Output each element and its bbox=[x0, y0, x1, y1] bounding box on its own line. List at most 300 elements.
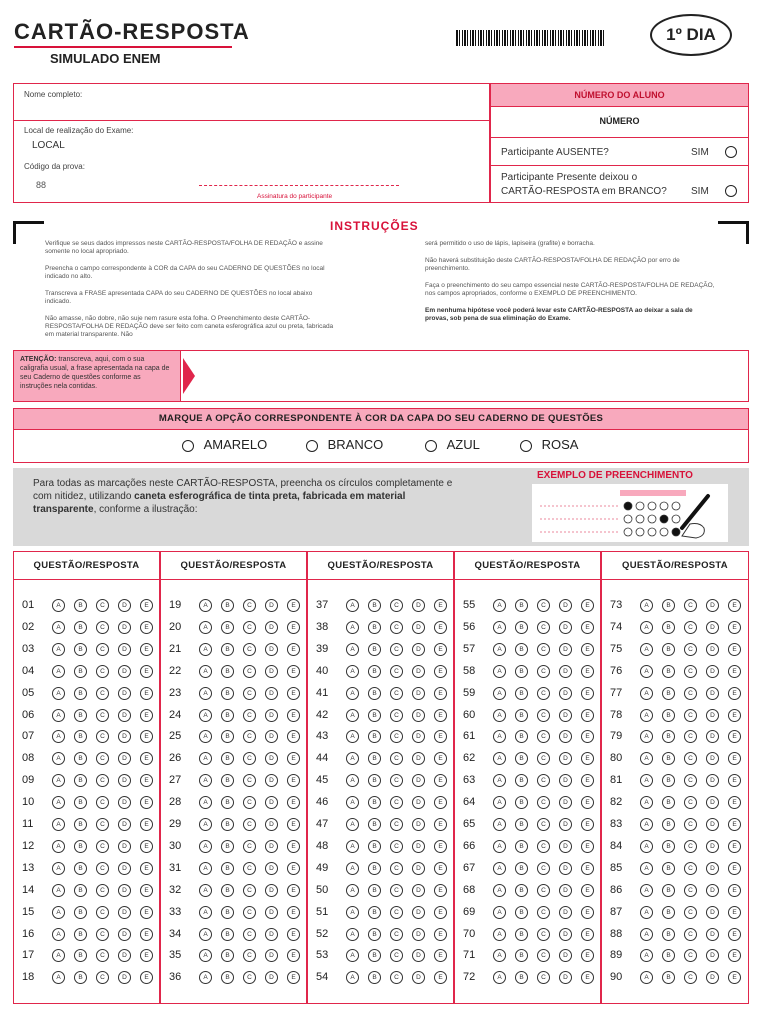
answer-bubble[interactable]: A bbox=[52, 599, 65, 612]
answer-bubble[interactable]: E bbox=[581, 709, 594, 722]
answer-bubble[interactable]: D bbox=[118, 643, 131, 656]
answer-bubble[interactable]: D bbox=[559, 906, 572, 919]
answer-bubble[interactable]: A bbox=[199, 730, 212, 743]
answer-bubble[interactable]: A bbox=[640, 687, 653, 700]
answer-bubble[interactable]: B bbox=[368, 796, 381, 809]
answer-bubble[interactable]: A bbox=[52, 796, 65, 809]
answer-bubble[interactable]: A bbox=[346, 730, 359, 743]
answer-bubble[interactable]: D bbox=[265, 949, 278, 962]
answer-bubble[interactable]: A bbox=[640, 599, 653, 612]
answer-bubble[interactable]: A bbox=[52, 752, 65, 765]
answer-bubble[interactable]: B bbox=[221, 774, 234, 787]
answer-bubble[interactable]: A bbox=[493, 928, 506, 941]
answer-bubble[interactable]: D bbox=[559, 621, 572, 634]
answer-bubble[interactable]: E bbox=[140, 752, 153, 765]
answer-bubble[interactable]: D bbox=[706, 752, 719, 765]
answer-bubble[interactable]: B bbox=[515, 971, 528, 984]
answer-bubble[interactable]: C bbox=[243, 906, 256, 919]
answer-bubble[interactable]: C bbox=[243, 884, 256, 897]
answer-bubble[interactable]: E bbox=[581, 730, 594, 743]
answer-bubble[interactable]: C bbox=[684, 730, 697, 743]
answer-bubble[interactable]: B bbox=[368, 643, 381, 656]
answer-bubble[interactable]: B bbox=[515, 796, 528, 809]
answer-bubble[interactable]: A bbox=[52, 884, 65, 897]
answer-bubble[interactable]: A bbox=[640, 621, 653, 634]
answer-bubble[interactable]: E bbox=[581, 884, 594, 897]
answer-bubble[interactable]: D bbox=[412, 621, 425, 634]
answer-bubble[interactable]: E bbox=[434, 818, 447, 831]
answer-bubble[interactable]: A bbox=[346, 709, 359, 722]
answer-bubble[interactable]: E bbox=[434, 928, 447, 941]
answer-bubble[interactable]: A bbox=[640, 774, 653, 787]
answer-bubble[interactable]: D bbox=[265, 752, 278, 765]
answer-bubble[interactable]: C bbox=[390, 840, 403, 853]
answer-bubble[interactable]: C bbox=[390, 796, 403, 809]
answer-bubble[interactable]: E bbox=[581, 971, 594, 984]
absent-radio[interactable] bbox=[725, 146, 737, 158]
blank-radio[interactable] bbox=[725, 185, 737, 197]
answer-bubble[interactable]: E bbox=[140, 840, 153, 853]
answer-bubble[interactable]: C bbox=[96, 730, 109, 743]
answer-bubble[interactable]: D bbox=[412, 971, 425, 984]
answer-bubble[interactable]: B bbox=[221, 818, 234, 831]
answer-bubble[interactable]: D bbox=[265, 730, 278, 743]
answer-bubble[interactable]: D bbox=[412, 949, 425, 962]
answer-bubble[interactable]: C bbox=[243, 862, 256, 875]
answer-bubble[interactable]: E bbox=[140, 687, 153, 700]
answer-bubble[interactable]: B bbox=[74, 774, 87, 787]
answer-bubble[interactable]: E bbox=[581, 752, 594, 765]
answer-bubble[interactable]: D bbox=[118, 818, 131, 831]
answer-bubble[interactable]: E bbox=[287, 665, 300, 678]
answer-bubble[interactable]: B bbox=[368, 928, 381, 941]
answer-bubble[interactable]: B bbox=[221, 840, 234, 853]
answer-bubble[interactable]: D bbox=[118, 599, 131, 612]
answer-bubble[interactable]: A bbox=[640, 709, 653, 722]
answer-bubble[interactable]: D bbox=[706, 949, 719, 962]
answer-bubble[interactable]: B bbox=[221, 621, 234, 634]
answer-bubble[interactable]: C bbox=[243, 665, 256, 678]
answer-bubble[interactable]: C bbox=[390, 621, 403, 634]
answer-bubble[interactable]: D bbox=[706, 665, 719, 678]
answer-bubble[interactable]: D bbox=[706, 774, 719, 787]
answer-bubble[interactable]: A bbox=[52, 709, 65, 722]
answer-bubble[interactable]: D bbox=[559, 928, 572, 941]
answer-bubble[interactable]: D bbox=[412, 665, 425, 678]
answer-bubble[interactable]: D bbox=[265, 840, 278, 853]
answer-bubble[interactable]: E bbox=[287, 840, 300, 853]
answer-bubble[interactable]: B bbox=[515, 774, 528, 787]
answer-bubble[interactable]: C bbox=[96, 687, 109, 700]
answer-bubble[interactable]: A bbox=[640, 884, 653, 897]
answer-bubble[interactable]: A bbox=[493, 774, 506, 787]
answer-bubble[interactable]: C bbox=[390, 774, 403, 787]
answer-bubble[interactable]: B bbox=[662, 730, 675, 743]
answer-bubble[interactable]: E bbox=[728, 665, 741, 678]
answer-bubble[interactable]: C bbox=[96, 949, 109, 962]
answer-bubble[interactable]: E bbox=[287, 599, 300, 612]
answer-bubble[interactable]: E bbox=[728, 709, 741, 722]
answer-bubble[interactable]: C bbox=[243, 687, 256, 700]
answer-bubble[interactable]: E bbox=[287, 862, 300, 875]
answer-bubble[interactable]: C bbox=[684, 796, 697, 809]
answer-bubble[interactable]: B bbox=[662, 862, 675, 875]
answer-bubble[interactable]: C bbox=[243, 621, 256, 634]
answer-bubble[interactable]: B bbox=[74, 928, 87, 941]
answer-bubble[interactable]: A bbox=[199, 796, 212, 809]
answer-bubble[interactable]: B bbox=[74, 643, 87, 656]
answer-bubble[interactable]: B bbox=[221, 949, 234, 962]
answer-bubble[interactable]: E bbox=[581, 621, 594, 634]
answer-bubble[interactable]: D bbox=[559, 818, 572, 831]
answer-bubble[interactable]: B bbox=[368, 862, 381, 875]
answer-bubble[interactable]: C bbox=[537, 709, 550, 722]
answer-bubble[interactable]: A bbox=[346, 862, 359, 875]
answer-bubble[interactable]: B bbox=[515, 709, 528, 722]
answer-bubble[interactable]: A bbox=[199, 621, 212, 634]
answer-bubble[interactable]: C bbox=[243, 599, 256, 612]
answer-bubble[interactable]: C bbox=[243, 928, 256, 941]
answer-bubble[interactable]: C bbox=[390, 643, 403, 656]
answer-bubble[interactable]: D bbox=[265, 928, 278, 941]
answer-bubble[interactable]: E bbox=[140, 599, 153, 612]
answer-bubble[interactable]: A bbox=[52, 665, 65, 678]
answer-bubble[interactable]: B bbox=[515, 840, 528, 853]
answer-bubble[interactable]: E bbox=[140, 949, 153, 962]
answer-bubble[interactable]: C bbox=[96, 884, 109, 897]
answer-bubble[interactable]: E bbox=[140, 665, 153, 678]
answer-bubble[interactable]: B bbox=[368, 687, 381, 700]
answer-bubble[interactable]: C bbox=[96, 599, 109, 612]
answer-bubble[interactable]: B bbox=[74, 665, 87, 678]
answer-bubble[interactable]: C bbox=[537, 752, 550, 765]
answer-bubble[interactable]: E bbox=[287, 818, 300, 831]
answer-bubble[interactable]: A bbox=[493, 730, 506, 743]
answer-bubble[interactable]: E bbox=[581, 818, 594, 831]
answer-bubble[interactable]: B bbox=[74, 949, 87, 962]
answer-bubble[interactable]: D bbox=[118, 665, 131, 678]
answer-bubble[interactable]: B bbox=[515, 818, 528, 831]
answer-bubble[interactable]: A bbox=[199, 709, 212, 722]
answer-bubble[interactable]: C bbox=[390, 971, 403, 984]
answer-bubble[interactable]: B bbox=[515, 643, 528, 656]
answer-bubble[interactable]: A bbox=[493, 906, 506, 919]
answer-bubble[interactable]: D bbox=[706, 796, 719, 809]
answer-bubble[interactable]: D bbox=[412, 687, 425, 700]
answer-bubble[interactable]: C bbox=[243, 818, 256, 831]
answer-bubble[interactable]: A bbox=[493, 665, 506, 678]
answer-bubble[interactable]: D bbox=[265, 643, 278, 656]
answer-bubble[interactable]: E bbox=[434, 752, 447, 765]
answer-bubble[interactable]: B bbox=[662, 709, 675, 722]
answer-bubble[interactable]: E bbox=[728, 643, 741, 656]
answer-bubble[interactable]: C bbox=[537, 840, 550, 853]
answer-bubble[interactable]: C bbox=[537, 774, 550, 787]
answer-bubble[interactable]: C bbox=[537, 643, 550, 656]
answer-bubble[interactable]: B bbox=[74, 818, 87, 831]
color-option-amarelo[interactable] bbox=[182, 437, 267, 452]
answer-bubble[interactable]: D bbox=[559, 730, 572, 743]
answer-bubble[interactable]: B bbox=[74, 709, 87, 722]
answer-bubble[interactable]: D bbox=[118, 709, 131, 722]
answer-bubble[interactable]: D bbox=[265, 687, 278, 700]
answer-bubble[interactable]: E bbox=[581, 687, 594, 700]
answer-bubble[interactable]: D bbox=[118, 949, 131, 962]
answer-bubble[interactable]: E bbox=[287, 621, 300, 634]
answer-bubble[interactable]: D bbox=[706, 599, 719, 612]
answer-bubble[interactable]: C bbox=[243, 971, 256, 984]
answer-bubble[interactable]: E bbox=[140, 862, 153, 875]
answer-bubble[interactable]: B bbox=[662, 752, 675, 765]
answer-bubble[interactable]: B bbox=[368, 840, 381, 853]
answer-bubble[interactable]: A bbox=[640, 906, 653, 919]
answer-bubble[interactable]: B bbox=[368, 599, 381, 612]
answer-bubble[interactable]: E bbox=[728, 928, 741, 941]
answer-bubble[interactable]: A bbox=[493, 949, 506, 962]
answer-bubble[interactable]: E bbox=[287, 643, 300, 656]
answer-bubble[interactable]: E bbox=[140, 643, 153, 656]
answer-bubble[interactable]: E bbox=[581, 949, 594, 962]
answer-bubble[interactable]: B bbox=[221, 730, 234, 743]
answer-bubble[interactable]: A bbox=[346, 621, 359, 634]
answer-bubble[interactable]: B bbox=[515, 730, 528, 743]
answer-bubble[interactable]: A bbox=[346, 906, 359, 919]
answer-bubble[interactable]: D bbox=[706, 709, 719, 722]
answer-bubble[interactable]: E bbox=[434, 665, 447, 678]
answer-bubble[interactable]: E bbox=[728, 687, 741, 700]
answer-bubble[interactable]: C bbox=[537, 730, 550, 743]
answer-bubble[interactable]: D bbox=[118, 862, 131, 875]
answer-bubble[interactable]: D bbox=[559, 862, 572, 875]
answer-bubble[interactable]: C bbox=[96, 709, 109, 722]
answer-bubble[interactable]: A bbox=[199, 687, 212, 700]
answer-bubble[interactable]: C bbox=[684, 971, 697, 984]
answer-bubble[interactable]: B bbox=[74, 621, 87, 634]
answer-bubble[interactable]: C bbox=[96, 796, 109, 809]
answer-bubble[interactable]: C bbox=[243, 949, 256, 962]
answer-bubble[interactable]: B bbox=[221, 971, 234, 984]
answer-bubble[interactable]: E bbox=[140, 621, 153, 634]
answer-bubble[interactable]: E bbox=[434, 730, 447, 743]
answer-bubble[interactable]: A bbox=[52, 643, 65, 656]
answer-bubble[interactable]: E bbox=[287, 752, 300, 765]
answer-bubble[interactable]: D bbox=[118, 796, 131, 809]
answer-bubble[interactable]: E bbox=[434, 621, 447, 634]
answer-bubble[interactable]: E bbox=[728, 730, 741, 743]
answer-bubble[interactable]: C bbox=[684, 752, 697, 765]
answer-bubble[interactable]: D bbox=[559, 643, 572, 656]
answer-bubble[interactable]: D bbox=[118, 840, 131, 853]
answer-bubble[interactable]: E bbox=[140, 971, 153, 984]
answer-bubble[interactable]: A bbox=[199, 862, 212, 875]
answer-bubble[interactable]: C bbox=[96, 862, 109, 875]
answer-bubble[interactable]: E bbox=[434, 687, 447, 700]
answer-bubble[interactable]: A bbox=[346, 752, 359, 765]
answer-bubble[interactable]: B bbox=[221, 928, 234, 941]
answer-bubble[interactable]: A bbox=[346, 774, 359, 787]
answer-bubble[interactable]: B bbox=[515, 665, 528, 678]
answer-bubble[interactable]: D bbox=[118, 752, 131, 765]
answer-bubble[interactable]: D bbox=[412, 818, 425, 831]
answer-bubble[interactable]: E bbox=[140, 928, 153, 941]
answer-bubble[interactable]: E bbox=[287, 774, 300, 787]
answer-bubble[interactable]: E bbox=[434, 884, 447, 897]
answer-bubble[interactable]: C bbox=[684, 665, 697, 678]
answer-bubble[interactable]: B bbox=[515, 949, 528, 962]
answer-bubble[interactable]: D bbox=[559, 709, 572, 722]
answer-bubble[interactable]: E bbox=[581, 906, 594, 919]
answer-bubble[interactable]: C bbox=[684, 599, 697, 612]
answer-bubble[interactable]: C bbox=[390, 862, 403, 875]
answer-bubble[interactable]: C bbox=[537, 818, 550, 831]
answer-bubble[interactable]: E bbox=[434, 862, 447, 875]
answer-bubble[interactable]: D bbox=[118, 906, 131, 919]
answer-bubble[interactable]: C bbox=[96, 643, 109, 656]
answer-bubble[interactable]: D bbox=[265, 971, 278, 984]
answer-bubble[interactable]: A bbox=[640, 928, 653, 941]
answer-bubble[interactable]: B bbox=[74, 971, 87, 984]
answer-bubble[interactable]: E bbox=[728, 774, 741, 787]
answer-bubble[interactable]: E bbox=[728, 949, 741, 962]
answer-bubble[interactable]: E bbox=[581, 796, 594, 809]
answer-bubble[interactable]: D bbox=[265, 709, 278, 722]
answer-bubble[interactable]: B bbox=[74, 840, 87, 853]
answer-bubble[interactable]: C bbox=[537, 928, 550, 941]
answer-bubble[interactable]: C bbox=[96, 774, 109, 787]
answer-bubble[interactable]: A bbox=[199, 818, 212, 831]
answer-bubble[interactable]: C bbox=[537, 687, 550, 700]
answer-bubble[interactable]: E bbox=[434, 971, 447, 984]
answer-bubble[interactable]: E bbox=[287, 884, 300, 897]
answer-bubble[interactable]: A bbox=[52, 621, 65, 634]
answer-bubble[interactable]: D bbox=[559, 971, 572, 984]
answer-bubble[interactable]: D bbox=[706, 687, 719, 700]
answer-bubble[interactable]: E bbox=[287, 949, 300, 962]
answer-bubble[interactable]: D bbox=[412, 796, 425, 809]
answer-bubble[interactable]: C bbox=[96, 906, 109, 919]
answer-bubble[interactable]: C bbox=[390, 884, 403, 897]
answer-bubble[interactable]: B bbox=[221, 599, 234, 612]
answer-bubble[interactable]: C bbox=[684, 928, 697, 941]
answer-bubble[interactable]: D bbox=[559, 665, 572, 678]
answer-bubble[interactable]: B bbox=[662, 665, 675, 678]
answer-bubble[interactable]: E bbox=[287, 709, 300, 722]
answer-bubble[interactable]: E bbox=[434, 796, 447, 809]
answer-bubble[interactable]: A bbox=[640, 818, 653, 831]
answer-bubble[interactable]: D bbox=[706, 818, 719, 831]
answer-bubble[interactable]: C bbox=[243, 840, 256, 853]
answer-bubble[interactable]: C bbox=[96, 971, 109, 984]
answer-bubble[interactable]: B bbox=[662, 949, 675, 962]
student-number-field[interactable] bbox=[491, 106, 748, 138]
answer-bubble[interactable]: A bbox=[346, 840, 359, 853]
answer-bubble[interactable]: D bbox=[706, 906, 719, 919]
answer-bubble[interactable]: B bbox=[662, 928, 675, 941]
answer-bubble[interactable]: B bbox=[662, 599, 675, 612]
answer-bubble[interactable]: D bbox=[559, 796, 572, 809]
answer-bubble[interactable]: E bbox=[287, 928, 300, 941]
answer-bubble[interactable]: C bbox=[684, 862, 697, 875]
signature-line[interactable] bbox=[199, 185, 399, 186]
color-option-branco[interactable] bbox=[306, 437, 383, 452]
answer-bubble[interactable]: C bbox=[243, 730, 256, 743]
answer-bubble[interactable]: D bbox=[559, 949, 572, 962]
answer-bubble[interactable]: E bbox=[581, 862, 594, 875]
answer-bubble[interactable]: C bbox=[537, 971, 550, 984]
answer-bubble[interactable]: C bbox=[96, 928, 109, 941]
answer-bubble[interactable]: A bbox=[346, 818, 359, 831]
answer-bubble[interactable]: E bbox=[434, 949, 447, 962]
answer-bubble[interactable]: D bbox=[118, 774, 131, 787]
answer-bubble[interactable]: A bbox=[199, 928, 212, 941]
answer-bubble[interactable]: B bbox=[662, 621, 675, 634]
answer-bubble[interactable]: E bbox=[434, 840, 447, 853]
answer-bubble[interactable]: A bbox=[199, 599, 212, 612]
answer-bubble[interactable]: B bbox=[221, 796, 234, 809]
answer-bubble[interactable]: B bbox=[74, 906, 87, 919]
answer-bubble[interactable]: A bbox=[52, 687, 65, 700]
answer-bubble[interactable]: E bbox=[728, 884, 741, 897]
answer-bubble[interactable]: E bbox=[728, 752, 741, 765]
answer-bubble[interactable]: E bbox=[728, 840, 741, 853]
answer-bubble[interactable]: A bbox=[52, 840, 65, 853]
answer-bubble[interactable]: E bbox=[434, 709, 447, 722]
answer-bubble[interactable]: D bbox=[265, 665, 278, 678]
answer-bubble[interactable]: B bbox=[221, 752, 234, 765]
answer-bubble[interactable]: A bbox=[640, 796, 653, 809]
answer-bubble[interactable]: C bbox=[684, 774, 697, 787]
answer-bubble[interactable]: C bbox=[96, 752, 109, 765]
answer-bubble[interactable]: C bbox=[684, 621, 697, 634]
answer-bubble[interactable]: E bbox=[728, 621, 741, 634]
answer-bubble[interactable]: E bbox=[581, 643, 594, 656]
answer-bubble[interactable]: B bbox=[221, 862, 234, 875]
answer-bubble[interactable]: B bbox=[662, 643, 675, 656]
answer-bubble[interactable]: E bbox=[581, 928, 594, 941]
answer-bubble[interactable]: D bbox=[706, 730, 719, 743]
answer-bubble[interactable]: A bbox=[640, 971, 653, 984]
answer-bubble[interactable]: B bbox=[662, 687, 675, 700]
answer-bubble[interactable]: D bbox=[265, 862, 278, 875]
answer-bubble[interactable]: A bbox=[346, 643, 359, 656]
answer-bubble[interactable]: A bbox=[199, 884, 212, 897]
answer-bubble[interactable]: E bbox=[140, 906, 153, 919]
answer-bubble[interactable]: A bbox=[52, 730, 65, 743]
answer-bubble[interactable]: E bbox=[140, 818, 153, 831]
answer-bubble[interactable]: D bbox=[412, 840, 425, 853]
answer-bubble[interactable]: B bbox=[662, 796, 675, 809]
answer-bubble[interactable]: C bbox=[684, 840, 697, 853]
answer-bubble[interactable]: C bbox=[390, 709, 403, 722]
answer-bubble[interactable]: C bbox=[243, 643, 256, 656]
answer-bubble[interactable]: A bbox=[52, 949, 65, 962]
answer-bubble[interactable]: C bbox=[684, 884, 697, 897]
answer-bubble[interactable]: D bbox=[265, 599, 278, 612]
answer-bubble[interactable]: D bbox=[559, 840, 572, 853]
answer-bubble[interactable]: E bbox=[287, 730, 300, 743]
answer-bubble[interactable]: D bbox=[559, 599, 572, 612]
answer-bubble[interactable]: D bbox=[265, 818, 278, 831]
answer-bubble[interactable]: B bbox=[368, 949, 381, 962]
answer-bubble[interactable]: A bbox=[493, 643, 506, 656]
answer-bubble[interactable]: A bbox=[640, 665, 653, 678]
answer-bubble[interactable]: B bbox=[368, 971, 381, 984]
answer-bubble[interactable]: A bbox=[493, 621, 506, 634]
answer-bubble[interactable]: E bbox=[140, 730, 153, 743]
name-field[interactable] bbox=[14, 84, 489, 121]
answer-bubble[interactable]: E bbox=[728, 862, 741, 875]
answer-bubble[interactable]: C bbox=[684, 818, 697, 831]
